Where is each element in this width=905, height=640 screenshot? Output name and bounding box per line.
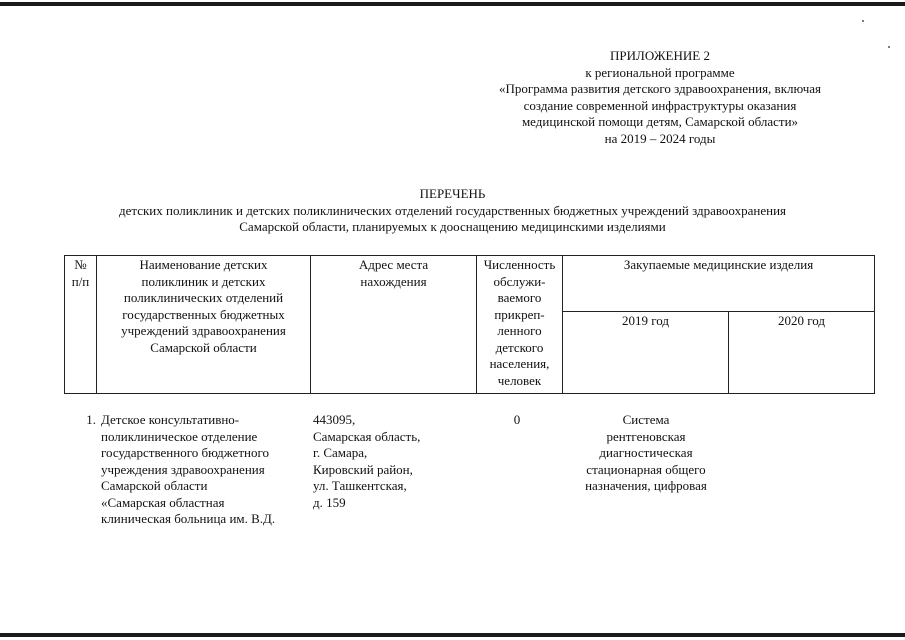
header-year-2020: 2020 год [729,312,875,394]
table-header [64,255,875,394]
header-address: Адрес места нахождения [311,256,477,394]
appendix-title: ПРИЛОЖЕНИЕ 2 [610,48,710,63]
appendix-line: «Программа развития детского здравоохранения, включая [499,81,821,96]
row-number: 1. [86,412,96,427]
row-address: 443095, Самарская область, г. Самара, Кировский район, ул. Ташкентская, д. 159 [313,412,421,510]
appendix-line: создание современной инфраструктуры оказания [523,97,797,113]
header-devices: Закупаемые медицинские изделия [563,256,875,312]
appendix-header [440,48,880,147]
header-year-2019: 2019 год [563,312,729,394]
row-institution-name: Детское консультативно- поликлиническое отделение государственного бюджетного учреждения здравоохранения Самарской области «Самарская областная клиническая больница им. В.Д. [101,412,276,526]
title-line: Самарской области, планируемых к дооснащению медицинскими изделиями [239,219,666,234]
header-name: Наименование детских поликлиник и детских поликлинических отделений государственных бюджетных учреждений здравоохранения Самарской области [97,256,311,394]
appendix-line: к региональной программе [585,64,735,80]
top-border-bar [0,2,905,6]
appendix-line: на 2019 – 2024 годы [604,130,716,146]
scan-speck [862,20,864,22]
row-devices-2019: Система рентгеновская диагностическая стационарная общего назначения, цифровая [585,412,707,493]
title-heading: ПЕРЕЧЕНЬ [419,186,486,201]
document-title [0,186,905,236]
row-population: 0 [513,412,521,427]
header-num: № п/п [65,256,97,394]
scan-speck [888,46,890,48]
appendix-line: медицинской помощи детям, Самарской области» [521,114,799,129]
title-line: детских поликлиник и детских поликлинических отделений государственных бюджетных учреждений здравоохранения [119,202,786,218]
header-population: Численность обслужи- ваемого прикреп- ленного детского населения, человек [477,256,563,394]
bottom-border-bar [0,633,905,637]
